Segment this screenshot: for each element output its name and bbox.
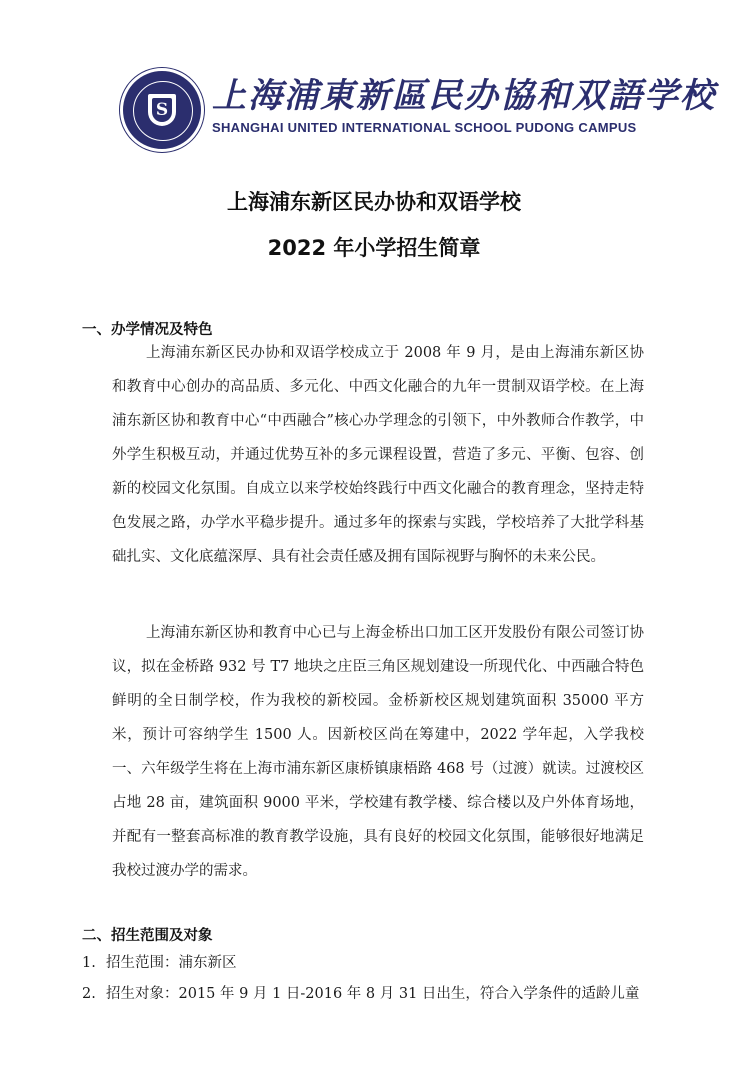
list-item (82, 951, 237, 972)
section2-heading: 二、招生范围及对象 (82, 928, 213, 944)
list-item-text: 招生对象：2015 年 9 月 1 日-2016 年 8 月 31 日出生，符合入学条件的适龄儿童 (106, 986, 640, 1002)
list-item (82, 982, 639, 1003)
school-name-chinese: 上海浦東新區民办協和双語学校 (212, 76, 716, 116)
list-item-number: 1. (82, 955, 96, 971)
document-title-line2: 2022 年小学招生简章 (267, 236, 481, 260)
school-name-english: SHANGHAI UNITED INTERNATIONAL SCHOOL PUDONG CAMPUS (212, 120, 637, 135)
school-header (120, 68, 716, 148)
school-seal-logo (120, 68, 204, 152)
section1-heading: 一、办学情况及特色 (82, 322, 213, 338)
list-item-number: 2. (82, 986, 96, 1002)
section1-paragraph-1: 上海浦东新区民办协和双语学校成立于 2008 年 9 月，是由上海浦东新区协和教育中心创办的高品质、多元化、中西文化融合的九年一贯制双语学校。在上海浦东新区协和教育中心“中西融合”核心办学理念的引领下，中外教师合作教学，中外学生积极互动，并通过优势互补的多元课程设置，营造了多元、平衡、包容、创新的校园文化氛围。自成立以来学校始终践行中西文化融合的教育理念，坚持走特色发展之路，办学水平稳步提升。通过多年的探索与实践，学校培养了大批学科基础扎实、文化底蕴深厚、具有社会责任感及拥有国际视野与胸怀的未来公民。 (112, 345, 644, 565)
seal-letter: S (155, 100, 169, 120)
list-item-text: 招生范围：浦东新区 (106, 955, 237, 971)
section1-paragraph-2: 上海浦东新区协和教育中心已与上海金桥出口加工区开发股份有限公司签订协议，拟在金桥路 932 号 T7 地块之庄臣三角区规划建设一所现代化、中西融合特色鲜明的全日制学校，作为我校的新校园。金桥新校区规划建筑面积 35000 平方米，预计可容纳学生 1500 人。因新校区尚在筹建中，2022 学年起，入学我校一、六年级学生将在上海市浦东新区康桥镇康梧路 468 号（过渡）就读。过渡校区占地 28 亩，建筑面积 9000 平米，学校建有教学楼、综合楼以及户外体育场地，并配有一整套高标准的教育教学设施，具有良好的校园文化氛围，能够很好地满足我校过渡办学的需求。 (112, 625, 644, 879)
document-title-line1: 上海浦东新区民办协和双语学校 (227, 190, 521, 214)
